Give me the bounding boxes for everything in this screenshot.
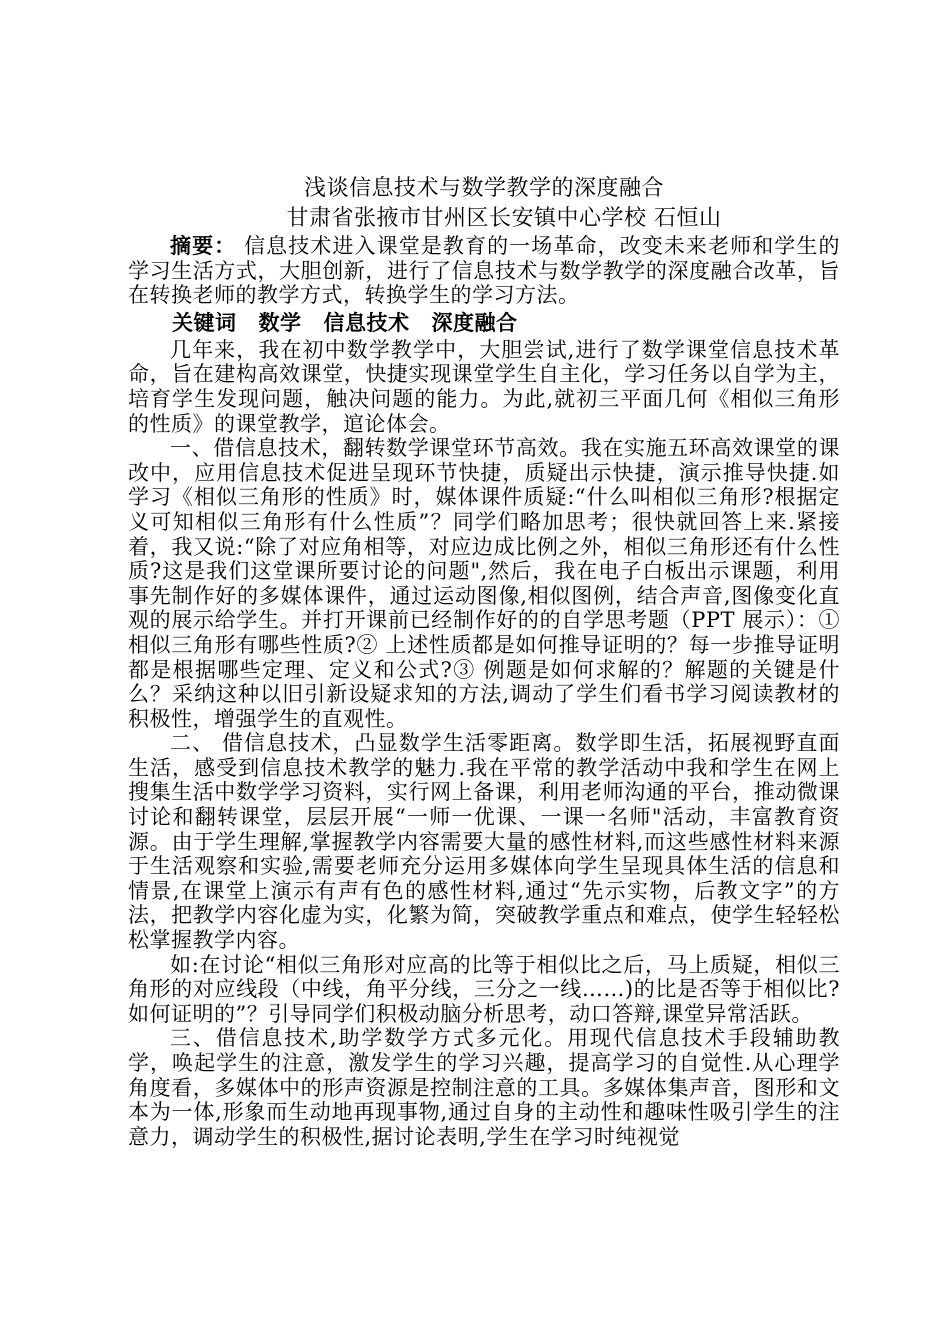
body-paragraph: 一、借信息技术，翻转数学课堂环节高效。我在实施五环高效课堂的课改中，应用信息技术促进呈现环节快捷，质疑出示快捷，演示推导快捷.如学习《相似三角形的性质》时，媒体课件质疑:“什么叫相似三角形?根据定义可知相似三角形有什么性质”？同学们略加思考；很快就回答上来.紧接着，我又说:“除了对应角相等，对应边成比例之外，相似三角形还有什么性质?这是我们这堂课所要讨论的问题",然后，我在电子白板出示课题，利用事先制作好的多媒体课件，通过运动图像,相似图例，结合声音,图像变化直观的展示给学生。并打开课前已经制作好的的自学思考题（PPT 展示）：①相似三角形有哪些性质?② 上述性质都是如何推导证明的？每一步推导证明都是根据哪些定理、定义和公式?③ 例题是如何求解的？解题的关键是什么？采纳这种以旧引新设疑求知的方法,调动了学生们看书学习阅读教材的积极性，增强学生的直观性。 [128, 436, 840, 731]
body-paragraph: 几年来，我在初中数学教学中，大胆尝试,进行了数学课堂信息技术革命，旨在建构高效课堂，快捷实现课堂学生自主化，学习任务以自学为主，培育学生发现问题，触决问题的能力。为此,就初三平面几何《相似三角形的性质》的课堂教学，逭论体会。 [128, 337, 840, 436]
keyword-item: 深度融合 [431, 309, 518, 335]
author-line: 甘肃省张掖市甘州区长安镇中心学校 石恒山 [286, 206, 722, 231]
body-paragraph: 如:在讨论“相似三角形对应高的比等于相似比之后，马上质疑，相似三角形的对应线段（中线，角平分线，三分之一线……)的比是否等于相似比?如何证明的”？引导同学们积极动脑分析思考，动口答辩,课堂异常活跃。 [128, 952, 840, 1026]
body-paragraph: 二、 借信息技术，凸显数学生活零距离。数学即生活，拓展视野直面生活，感受到信息技术教学的魅力.我在平常的教学活动中我和学生在网上搜集生活中数学学习资料，实行网上备课，利用老师沟通的平台，推动微课讨论和翻转课堂，层层开展“一师一优课、一课一名师"活动，丰富教育资源。由于学生理解,掌握教学内容需要大量的感性材料,而这些感性材料来源于生活观察和实验,需要老师充分运用多媒体向学生呈现具体生活的信息和情景,在课堂上演示有声有色的感性材料,通过“先示实物，后教文字”的方法，把教学内容化虚为实，化繁为简，突破教学重点和难点，使学生轻轻松松掌握教学内容。 [128, 731, 840, 953]
abstract [128, 234, 840, 308]
document-title: 浅谈信息技术与数学教学的深度融合 [303, 176, 664, 201]
body-paragraph: 三、借信息技术,助学数学方式多元化。用现代信息技术手段辅助教学，唤起学生的注意，激发学生的学习兴趣，提高学习的自觉性.从心理学角度看，多媒体中的形声资源是控制注意的工具。多媒体集声音，图形和文本为一体,形象而生动地再现事物,通过自身的主动性和趣味性吸引学生的注意力，调动学生的积极性,据讨论表明,学生在学习时纯视觉 [128, 1026, 840, 1149]
keyword-item: 信息技术 [323, 309, 410, 335]
abstract-text: 信息技术进入课堂是教育的一场革命，改变未来老师和学生的学习生活方式，大胆创新，进行了信息技术与数学教学的深度融合改革，旨在转换老师的教学方式，转换学生的学习方法。 [128, 234, 840, 308]
document-page [128, 174, 840, 1149]
abstract-label: 摘要： [170, 233, 237, 258]
keywords-label: 关键词 [172, 309, 237, 335]
keywords-row [128, 308, 840, 338]
keyword-item: 数学 [258, 309, 302, 335]
